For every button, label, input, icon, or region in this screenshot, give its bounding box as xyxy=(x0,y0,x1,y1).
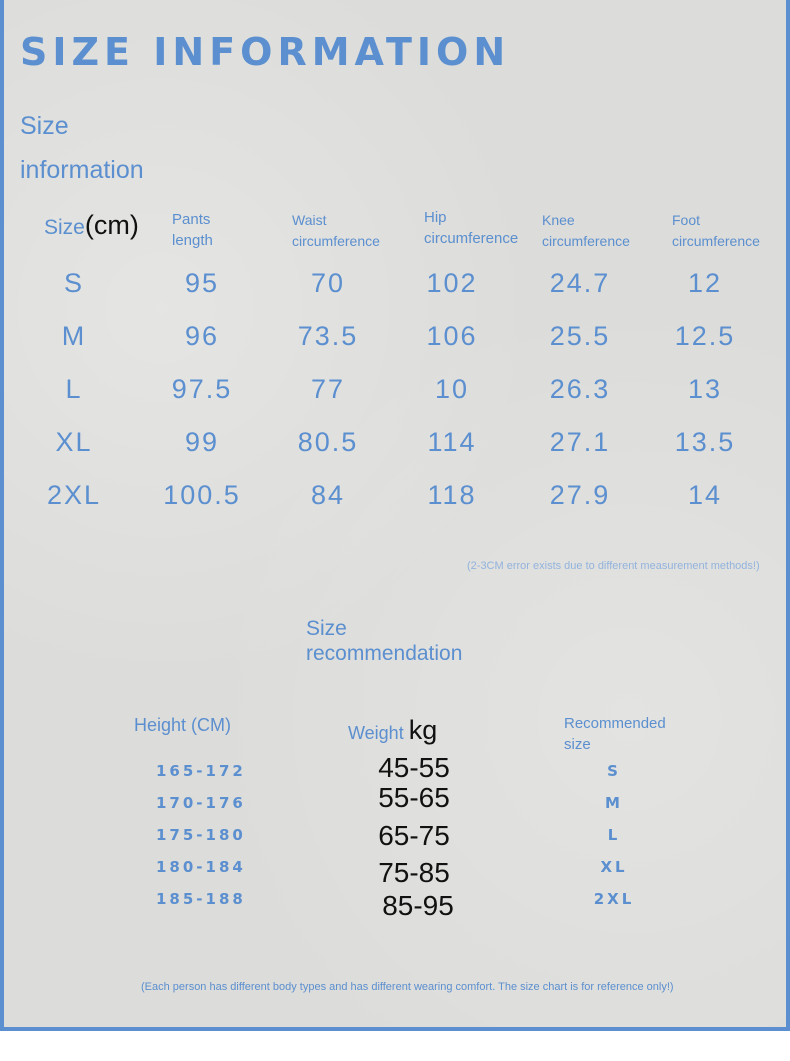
table-cell: L xyxy=(607,826,621,844)
table-cell: S xyxy=(63,268,84,298)
subtitle-line-1: Size xyxy=(20,112,69,140)
table-cell: 77 xyxy=(310,374,346,404)
weight-unit: kg xyxy=(408,715,438,745)
size-label: Size xyxy=(44,216,85,239)
section-subtitle xyxy=(20,104,144,192)
table-cell: 84 xyxy=(310,480,346,510)
unit-label: cm xyxy=(93,210,130,240)
height-header: Height (CM) xyxy=(134,715,232,735)
table-cell: 96 xyxy=(184,321,220,351)
table-cell: 165-172 xyxy=(156,762,246,780)
table-cell: L xyxy=(65,374,83,404)
table-cell: 10 xyxy=(434,374,470,404)
header-pants-length: Pants length xyxy=(172,211,213,249)
table-cell: 85-95 xyxy=(382,890,454,921)
table-cell: M xyxy=(61,321,87,351)
table-cell: 97.5 xyxy=(171,374,233,404)
recommendation-title: Size recommendation xyxy=(306,617,463,665)
table-cell: 27.9 xyxy=(549,480,611,510)
table-cell: 114 xyxy=(427,427,477,457)
table-cell: 73.5 xyxy=(297,321,359,351)
table-cell: XL xyxy=(600,858,628,876)
table-cell: 13 xyxy=(687,374,723,404)
table-cell: 75-85 xyxy=(378,857,450,888)
header-foot: Foot circumference xyxy=(672,212,760,249)
table-cell: 2XL xyxy=(46,480,102,510)
table-cell: 70 xyxy=(310,268,346,298)
table-cell: 65-75 xyxy=(378,820,450,851)
table-cell: 185-188 xyxy=(156,890,246,908)
reference-note: (Each person has different body types and has different wearing comfort. The size chart is for reference only!) xyxy=(141,981,674,993)
table-cell: 99 xyxy=(184,427,220,457)
table-cell: 170-176 xyxy=(156,794,246,812)
table-cell: 25.5 xyxy=(549,321,611,351)
table-cell: 55-65 xyxy=(378,782,450,813)
table-cell: 14 xyxy=(687,480,723,510)
header-knee: Knee circumference xyxy=(542,212,630,249)
measurement-note: (2-3CM error exists due to different measurement methods!) xyxy=(467,560,760,572)
table-cell: 100.5 xyxy=(163,480,241,510)
table-cell: 175-180 xyxy=(156,826,246,844)
size-column-header: Size(cm) xyxy=(44,210,139,240)
table-cell: 13.5 xyxy=(674,427,736,457)
table-cell: 24.7 xyxy=(549,268,611,298)
table-cell: 80.5 xyxy=(297,427,359,457)
table-cell: 26.3 xyxy=(549,374,611,404)
table-cell: 118 xyxy=(427,480,477,510)
table-cell: 2XL xyxy=(593,890,635,908)
header-hip: Hip circumference xyxy=(424,209,519,247)
table-cell: 27.1 xyxy=(549,427,611,457)
weight-header: Weight kg xyxy=(348,715,438,745)
table-cell: 180-184 xyxy=(156,858,246,876)
recommended-size-header: Recommended size xyxy=(564,715,666,753)
table-cell: XL xyxy=(55,427,93,457)
table-cell: 102 xyxy=(426,268,478,298)
table-cell: 45-55 xyxy=(378,752,450,783)
table-cell: 95 xyxy=(184,268,220,298)
table-cell: 12 xyxy=(687,268,723,298)
header-waist: Waist circumference xyxy=(292,212,380,249)
table-cell: M xyxy=(605,794,623,812)
table-cell: 12.5 xyxy=(674,321,736,351)
table-cell: 106 xyxy=(426,321,478,351)
table-cell: S xyxy=(607,762,621,780)
page-title: SIZE INFORMATION xyxy=(20,30,511,74)
subtitle-line-2: information xyxy=(20,156,144,184)
